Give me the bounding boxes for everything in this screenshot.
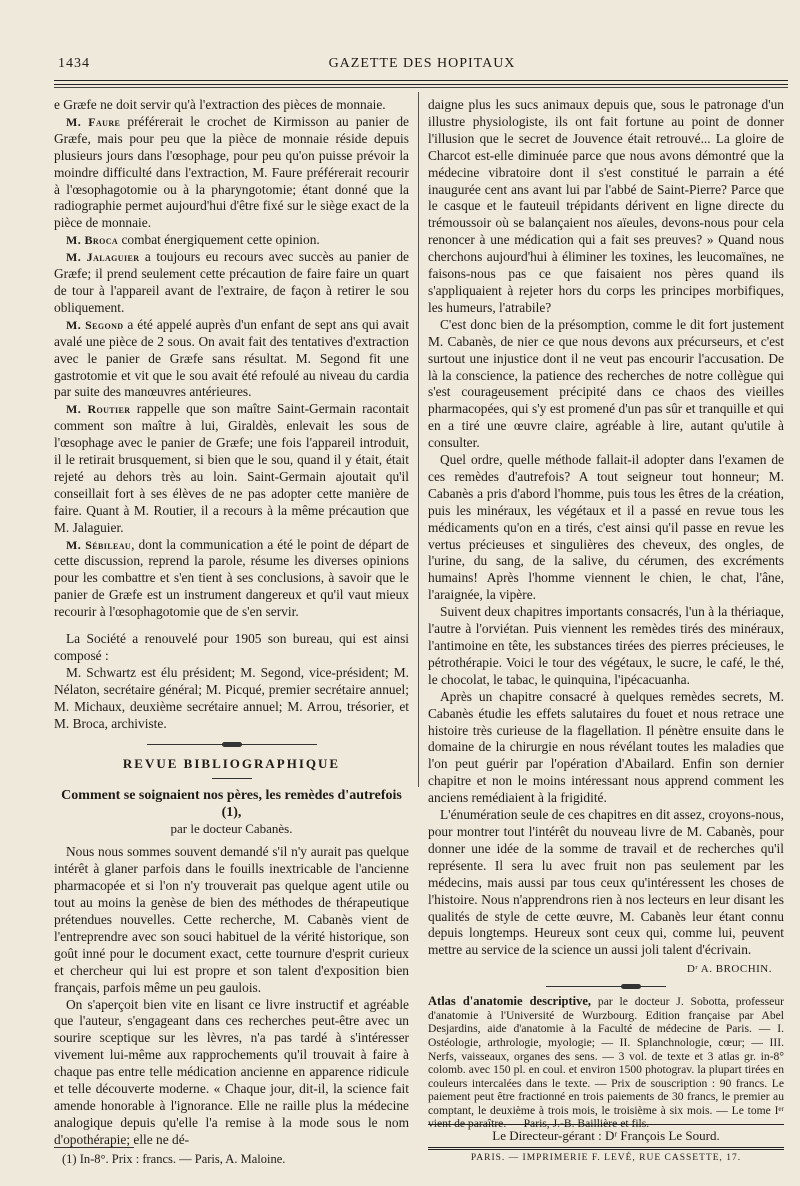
paragraph: Quel ordre, quelle méthode fallait-il adopter dans l'examen de ces remèdes d'autrefois? A tout seigneur tout honneur; M. Cabanès a pris d'abord l'homme, puis tous les êtres de la création, puis les minéraux, les végétaux et il a passé en revue tous les médicaments qu'on en a tirés, c'est ainsi qu'il passe en revue les vertus précieuses et singulières des cheveux, des ongles, de l'urine, du sang, de la salive, du cérumen, des excréments humains! Après l'homme viennent le chien, le chat, l'âne, l'araignée, la vipère.	[428, 452, 784, 603]
speaker-name: M. Routier	[66, 402, 131, 417]
footnote-rule	[54, 1147, 134, 1148]
paragraph-text: rappelle que son maître Saint-Germain racontait comment son maître à lui, Giraldès, enlevait les sous de l'œsophage avec le panier de Græfe; une fois l'appareil introduit, il le retirait brusquement, si bien que le sou, quand il y était, était rejeté au dehors très au loin. Saint-Germain ajoutait qu'il conseillait fort à ses élèves de ne pas adopter cette manière de faire. Quant à M. Routier, il a recours à la même précaution que M. Jalaguier.	[54, 401, 409, 535]
paragraph: Après un chapitre consacré à quelques remèdes secrets, M. Cabanès étudie les effets salutaires du fouet et nous retrace une histoire très curieuse de la flagellation. Il pénètre ensuite dans le domaine de la chirurgie en nous révélant toutes les maladies que l'on peut guérir par l'opération d'Abailard. Enfin son dernier chapitre et non le moins intéressant nous apprend comment les anciens remédiaient à la frigidité.	[428, 688, 784, 806]
paragraph: Suivent deux chapitres importants consacrés, l'un à la thériaque, l'autre à l'orviétan. Puis viennent les remèdes tirés des minéraux, l'antimoine en tête, les substances tirées des pierres précieuses, le pétrothérapie. Voici le tour des végétaux, le sucre, le café, le thé, le chocolat, le tabac, le quinquina, l'ipécacuanha.	[428, 604, 784, 687]
header-rule	[54, 80, 788, 85]
paragraph-text: , dont la communication a été le point de départ de cette discussion, reprend la parole, résume les diverses opinions pour les combattre et s'en tient à ses conclusions, à savoir que le panier de Græfe est un instrument dangereux et qu'il vaut mieux recourir à l'œsophagotomie que de s'en servir.	[54, 536, 409, 620]
speaker-name: M. Sébileau	[66, 537, 132, 552]
atlas-notice	[428, 995, 784, 1131]
paragraph-text: combat énergiquement cette opinion.	[118, 232, 320, 248]
paragraph: Nous nous sommes souvent demandé s'il n'y aurait pas quelque intérêt à glaner parfois dans le fouills inextricable de l'ancienne pharmacopée et si l'on n'y trouverait pas quelque agent utile ou tout au moins la genèse de bien des méthodes de thérapeutique prétendues nouvelles. Cette recherche, M. Cabanès vient de l'entreprendre avec son souci habituel de la vérité historique, son goût inné pour le document exact, cette tournure d'esprit curieux et chercheur qui lui est propre et son talent d'exposition bien français, parfois même un peu gaulois.	[54, 844, 409, 995]
section-title: REVUE BIBLIOGRAPHIQUE	[122, 755, 341, 771]
review-signature: Dʳ A. BROCHIN.	[686, 963, 772, 976]
imprint-box	[428, 1124, 784, 1163]
journal-title: GAZETTE DES HOPITAUX	[328, 56, 516, 71]
speaker-name: M. Jalaguier	[66, 250, 140, 265]
page-number: 1434	[58, 56, 90, 71]
printer-line: PARIS. — IMPRIMERIE F. LEVÉ, RUE CASSETTE, 17.	[470, 1153, 742, 1163]
paragraph-jalaguier	[54, 249, 409, 317]
review-separator	[546, 986, 666, 987]
paragraph-broca	[54, 232, 409, 249]
footnote: (1) In-8°. Prix : francs. — Paris, A. Maloine.	[62, 1152, 286, 1166]
right-column	[428, 97, 784, 1131]
paragraph-societe: La Société a renouvelé pour 1905 son bureau, qui est ainsi composé :	[54, 631, 409, 663]
speaker-name: M. Faure	[66, 114, 121, 129]
paragraph: e Græfe ne doit servir qu'à l'extraction des pièces de monnaie.	[54, 97, 386, 112]
title-rule	[212, 778, 252, 779]
paragraph-text: a été appelé auprès d'un enfant de sept ans qui avait avalé une pièce de 2 sous. On avait fait des tentatives d'extraction avec le panier de Græfe sans résultat. M. Segond fit une gastrotomie et vit que le sou avait été refoulé au niveau du cardia par suite des manœuvres antérieures.	[54, 316, 409, 400]
paragraph-faure	[54, 114, 409, 232]
speaker-name: M. Segond	[66, 317, 124, 332]
left-column	[54, 97, 409, 1149]
column-divider	[418, 92, 419, 787]
section-separator	[147, 744, 317, 745]
paragraph: L'énumération seule de ces chapitres en dit assez, croyons-nous, pour montrer tout l'intérêt du nouveau livre de M. Cabanès, pour donner une idée de la somme de travail et de recherches qu'il représente. Il sera lu avec fruit non pas seulement par les médecins, mais aussi par tous ceux qu'intéressent les choses de l'histoire. Nous n'apprendrons rien à nos lecteurs en leur disant les qualités de style de cette œuvre, M. Cabanès leur étant connu depuis longtemps. Heureux sont ceux qui, comme lui, peuvent mettre au service de la science un aussi joli talent d'écrivain.	[428, 807, 784, 958]
paragraph: daigne plus les sucs animaux depuis que, sous le patronage d'un illustre physiologiste, ils ont fait fortune au point de donner l'illusion que le secret de Jouvence était retrouvé... La gloire de Charcot est-elle diminuée parce que nous avons démontré que la médecine vibratoire dont il s'est constitué le parrain a été inaugurée cent ans avant lui par l'abbé de Saint-Pierre? Parce que le casque et le fauteuil trépidants dérivent en ligne directe du trémoussoir où se balançaient nos aïeules, devons-nous pour cela renoncer à une médication qui a fait ses preuves? » Quand nous cherchons aujourd'hui à éliminer les toxines, les leucomaïnes, ne faisons-nous pas ce que faisaient nos pères quand ils s'appliquaient à rejeter hors du corps les principes morbifiques, les humeurs, l'atrabile?	[428, 97, 784, 315]
page-header	[58, 56, 786, 76]
article-author: par le docteur Cabanès.	[170, 821, 293, 837]
director-gerant: Le Directeur-gérant : Dʳ François Le Sourd.	[492, 1128, 720, 1143]
article-title: Comment se soignaient nos pères, les remèdes d'autrefois (1),	[61, 788, 402, 821]
spacer	[54, 621, 409, 631]
imprint-rule-double	[428, 1147, 784, 1150]
atlas-text: par le docteur J. Sobotta, professeur d'anatomie à l'Université de Wurzbourg. Edition française par Abel Desjardins, aide d'anatomie à la Faculté de médecine de Paris. — I. Ostéologie, arthrologie, myologie; — II. Splanchnologie, cœur; — III. Nerfs, vaisseaux, organes des sens. — 3 vol. de texte et 3 atlas gr. in-8° colomb. avec 150 pl. en coul. et environ 1500 photograv. la plupart tirées en couleurs intercalées dans le texte. — Prix de souscription : 90 francs. Le paiement peut être fractionné en trois paiements de 30 francs, le premier au comptant, le deuxième à trois mois, le troisième à six mois. — Le tome Iᵉʳ vient de paraître. — Paris, J.-B. Baillière et fils.	[428, 995, 784, 1131]
paragraph: On s'aperçoit bien vite en lisant ce livre instructif et agréable que l'auteur, s'engageant dans ces recherches peut-être avec un sourire sceptique sur les lèvres, n'a pas tardé à s'intéresser vivement lui-même aux rapprochements qu'il trouvait à faire à chaque pas entre telle médication ancienne en apparence ridicule et telle découverte moderne. « Chaque jour, dit-il, la science fait amende honorable à l'ignorance. Elle ne raille plus la médecine analogique depuis qu'elle l'a remise à la mode sous le nom d'opothérapie; elle ne dé-	[54, 996, 409, 1147]
speaker-name: M. Broca	[66, 233, 119, 248]
header-rule-thin	[54, 87, 788, 88]
paragraph-sebileau	[54, 537, 409, 622]
paragraph: C'est donc bien de la présomption, comme le dit fort justement M. Cabanès, de nier ce que nous devons aux précurseurs, et c'est surtout une injustice dont il ne veut pas encourir l'accusation. De là la conscience, la patience des recherches de notre collègue qui s'est courageusement précipité dans ce chaos des vieilles pharmacopées, qui s'y est promené d'un pas sûr et tranquille et qui en a tiré une œuvre claire, agréable à lire, autant qu'utile à consulter.	[428, 316, 784, 451]
paragraph-segond	[54, 317, 409, 402]
paragraph-bureau: M. Schwartz est élu président; M. Segond, vice-président; M. Nélaton, secrétaire général; M. Picqué, premier secrétaire annuel; M. Michaux, deuxième secrétaire annuel; M. Arrou, trésorier, et M. Broca, archiviste.	[54, 664, 409, 731]
paragraph-routier	[54, 401, 409, 536]
paragraph-text: préférerait le crochet de Kirmisson au panier de Græfe, mais pour peu que la pièce de monnaie réside depuis plusieurs jours dans l'œsophage, pour peu qu'on puisse prévoir la moindre difficulté dans l'extraction, M. Faure préférerait recourir à l'œsophagotomie ou à la pharyngotomie; étant donné que la radiographie permet aujourd'hui d'être fixé sur le siège exact de la pièce de monnaie.	[54, 113, 410, 231]
paragraph-text: a toujours eu recours avec succès au panier de Græfe; il prend seulement cette précaution de faire faire un quart de tour à l'appareil avant de l'extraire, de façon à retirer le sou obliquement.	[54, 249, 410, 315]
atlas-title: Atlas d'anatomie descriptive,	[428, 994, 592, 1009]
